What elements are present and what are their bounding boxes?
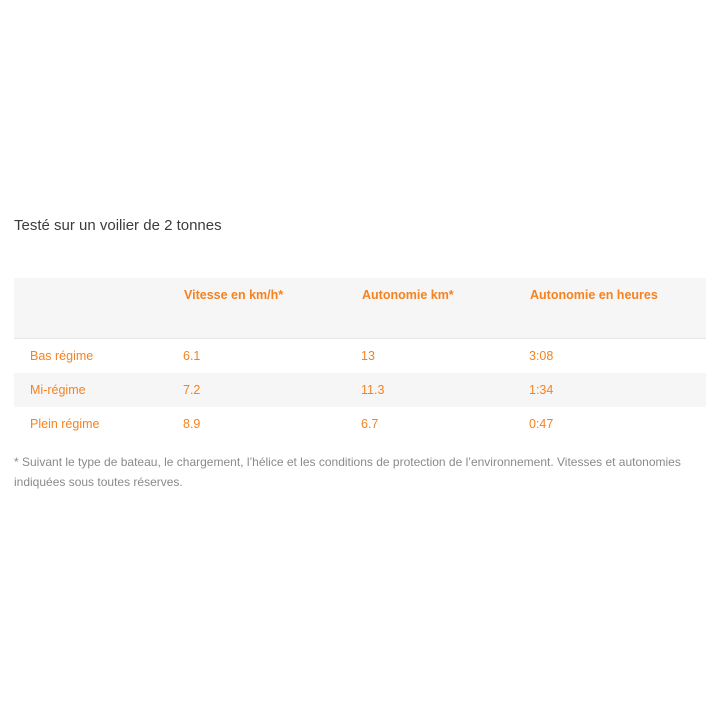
header-cell-range-hours: Autonomie en heures — [529, 278, 706, 338]
table-header — [14, 278, 706, 338]
table-row — [14, 338, 706, 373]
footnote: * Suivant le type de bateau, le chargement, l’hélice et les conditions de protection de l’environnement. Vitesses et autonomies indiquées sous toutes réserves. — [14, 454, 681, 489]
table-row — [14, 407, 706, 442]
range-hours-value: 3:08 — [529, 348, 554, 363]
header-cell-range-km: Autonomie km* — [361, 278, 529, 338]
performance-table — [14, 278, 706, 442]
header-row — [14, 278, 706, 338]
range-hours-value: 0:47 — [529, 417, 554, 432]
content-section — [14, 216, 706, 492]
range-km-value: 13 — [361, 348, 375, 363]
table-body — [14, 338, 706, 442]
header-cell-speed: Vitesse en km/h* — [183, 278, 361, 338]
range-hours-value: 1:34 — [529, 382, 554, 397]
speed-value: 8.9 — [183, 417, 201, 432]
row-label: Bas régime — [30, 348, 94, 363]
table-row — [14, 373, 706, 408]
speed-value: 7.2 — [183, 382, 201, 397]
row-label: Mi-régime — [30, 382, 86, 397]
range-km-value: 11.3 — [361, 382, 385, 397]
table-caption: Testé sur un voilier de 2 tonnes — [14, 217, 222, 234]
header-cell-empty — [14, 278, 183, 338]
range-km-value: 6.7 — [361, 417, 379, 432]
speed-value: 6.1 — [183, 348, 201, 363]
row-label: Plein régime — [30, 417, 100, 432]
